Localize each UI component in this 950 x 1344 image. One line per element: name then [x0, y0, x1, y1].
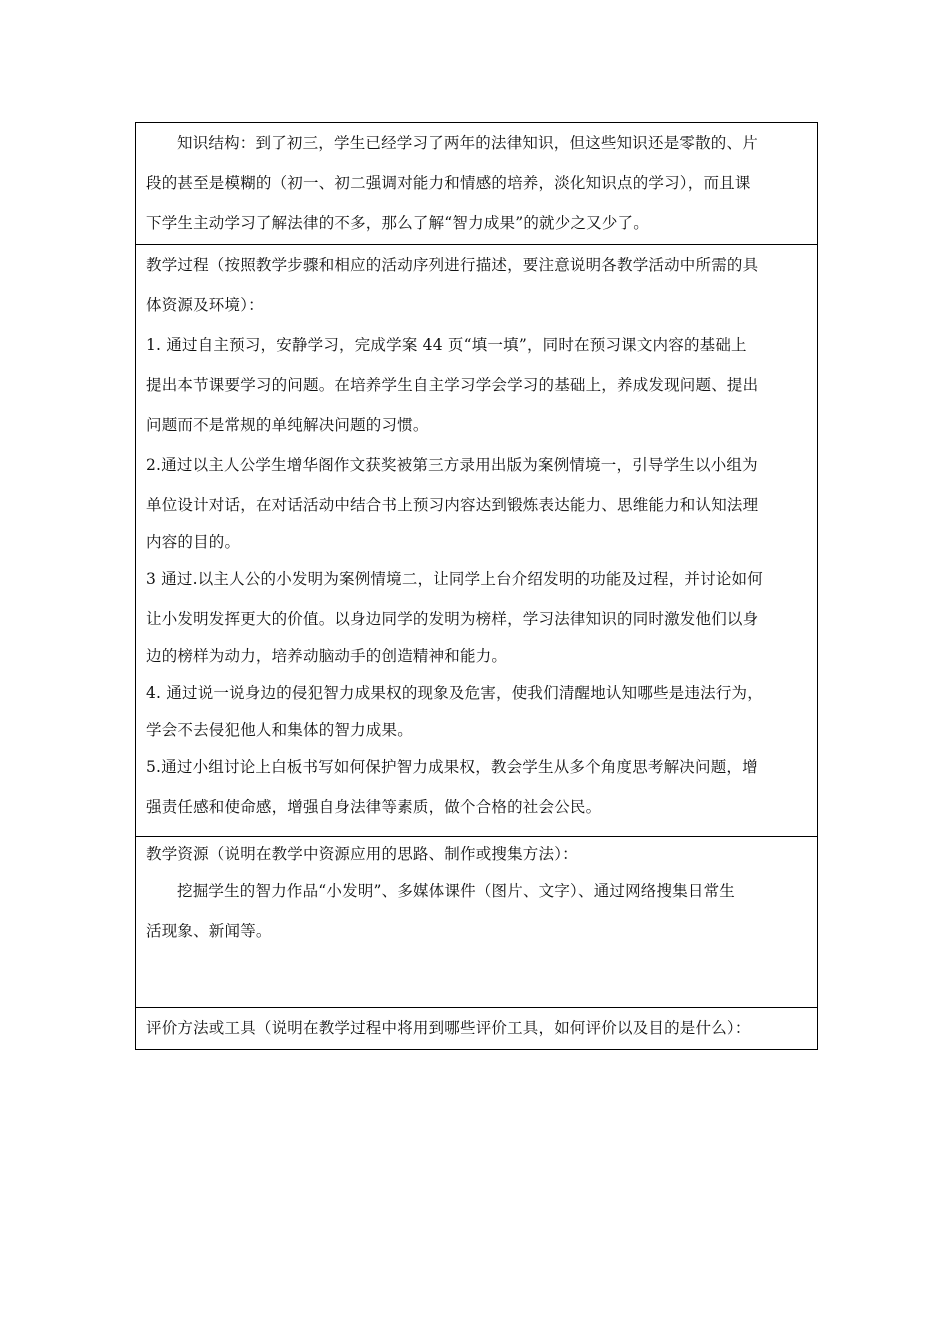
process-heading-line-2: 体资源及环境）： [146, 296, 264, 314]
step3-line-2: 让小发明发挥更大的价值。以身边同学的发明为榜样，学习法律知识的同时激发他们以身 [146, 610, 759, 628]
step3-line-3: 边的榜样为动力，培养动脑动手的创造精神和能力。 [146, 647, 508, 665]
step1-line-2: 提出本节课要学习的问题。在培养学生自主学习学会学习的基础上，养成发现问题、提出 [146, 376, 759, 394]
step4-line-1: 4. 通过说一说身边的侵犯智力成果权的现象及危害，使我们清醒地认知哪些是违法行为， [146, 684, 763, 702]
resources-heading: 教学资源（说明在教学中资源应用的思路、制作或搜集方法）： [146, 845, 578, 863]
evaluation-methods-cell [136, 1008, 817, 1049]
knowledge-line-1: 知识结构：到了初三，学生已经学习了两年的法律知识，但这些知识还是零散的、片 [177, 134, 758, 152]
step1-line-1: 1. 通过自主预习，安静学习，完成学案 44 页“填一填”，同时在预习课文内容的基础上 [146, 336, 747, 354]
step4-line-2: 学会不去侵犯他人和集体的智力成果。 [146, 721, 413, 739]
step1-line-3: 问题而不是常规的单纯解决问题的习惯。 [146, 416, 429, 434]
step2-line-3: 内容的目的。 [146, 533, 241, 551]
step3-line-1: 3 通过.以主人公的小发明为案例情境二，让同学上台介绍发明的功能及过程，并讨论如何 [146, 570, 763, 588]
resources-line-1: 挖掘学生的智力作品“小发明”、多媒体课件（图片、文字）、通过网络搜集日常生 [177, 882, 736, 900]
step5-line-1: 5.通过小组讨论上白板书写如何保护智力成果权，教会学生从多个角度思考解决问题，增 [146, 758, 758, 776]
evaluation-heading: 评价方法或工具（说明在教学过程中将用到哪些评价工具，如何评价以及目的是什么）： [146, 1019, 751, 1037]
resources-line-2: 活现象、新闻等。 [146, 922, 272, 940]
step5-line-2: 强责任感和使命感，增强自身法律等素质，做个合格的社会公民。 [146, 798, 602, 816]
knowledge-line-2: 段的甚至是模糊的（初一、初二强调对能力和情感的培养，淡化知识点的学习），而且课 [146, 174, 751, 192]
teaching-resources-cell [136, 837, 817, 1008]
knowledge-structure-cell [136, 123, 817, 245]
step2-line-1: 2.通过以主人公学生增华阁作文获奖被第三方录用出版为案例情境一，引导学生以小组为 [146, 456, 758, 474]
knowledge-line-3: 下学生主动学习了解法律的不多，那么了解“智力成果”的就少之又少了。 [146, 214, 649, 232]
step2-line-2: 单位设计对话，在对话活动中结合书上预习内容达到锻炼表达能力、思维能力和认知法理 [146, 496, 759, 514]
process-heading-line-1: 教学过程（按照教学步骤和相应的活动序列进行描述，要注意说明各教学活动中所需的具 [146, 256, 759, 274]
teaching-process-cell [136, 245, 817, 837]
lesson-plan-table [135, 122, 818, 1050]
